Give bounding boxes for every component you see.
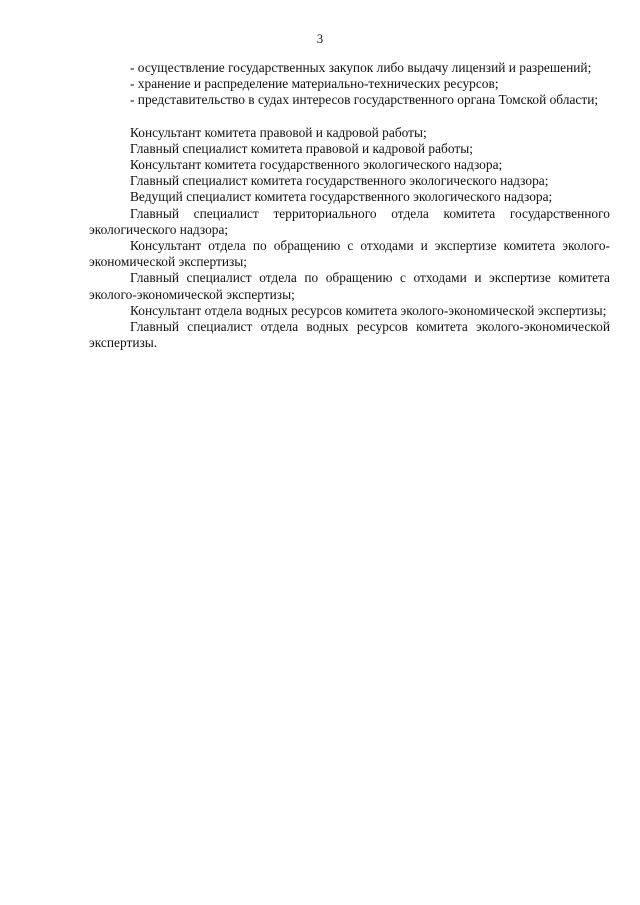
position-item: Консультант отдела водных ресурсов комитета эколого-экономической экспертизы; [130, 302, 607, 318]
document-body [89, 60, 610, 351]
position-item: Главный специалист комитета правовой и кадровой работы; [130, 140, 473, 156]
position-item: Ведущий специалист комитета государственного экологического надзора; [130, 189, 553, 205]
position-item: Главный специалист отдела по обращению с отходами и экспертизе комитета эколого-экономической экспертизы; [89, 270, 610, 302]
position-item: Главный специалист территориального отдела комитета государственного экологического надзора; [89, 205, 610, 237]
position-item: Консультант отдела по обращению с отходами и экспертизе комитета эколого-экономической экспертизы; [89, 238, 610, 270]
function-item: - представительство в судах интересов государственного органа Томской области; [130, 92, 599, 108]
position-item: Главный специалист комитета государственного экологического надзора; [130, 173, 549, 189]
function-item: - хранение и распределение материально-технических ресурсов; [130, 76, 499, 92]
position-item: Консультант комитета государственного экологического надзора; [130, 157, 503, 173]
position-item: Главный специалист отдела водных ресурсов комитета эколого-экономической экспертизы. [89, 319, 610, 351]
position-item: Консультант комитета правовой и кадровой работы; [130, 124, 427, 140]
page-number: 3 [316, 32, 324, 46]
function-item: - осуществление государственных закупок либо выдачу лицензий и разрешений; [130, 60, 592, 75]
